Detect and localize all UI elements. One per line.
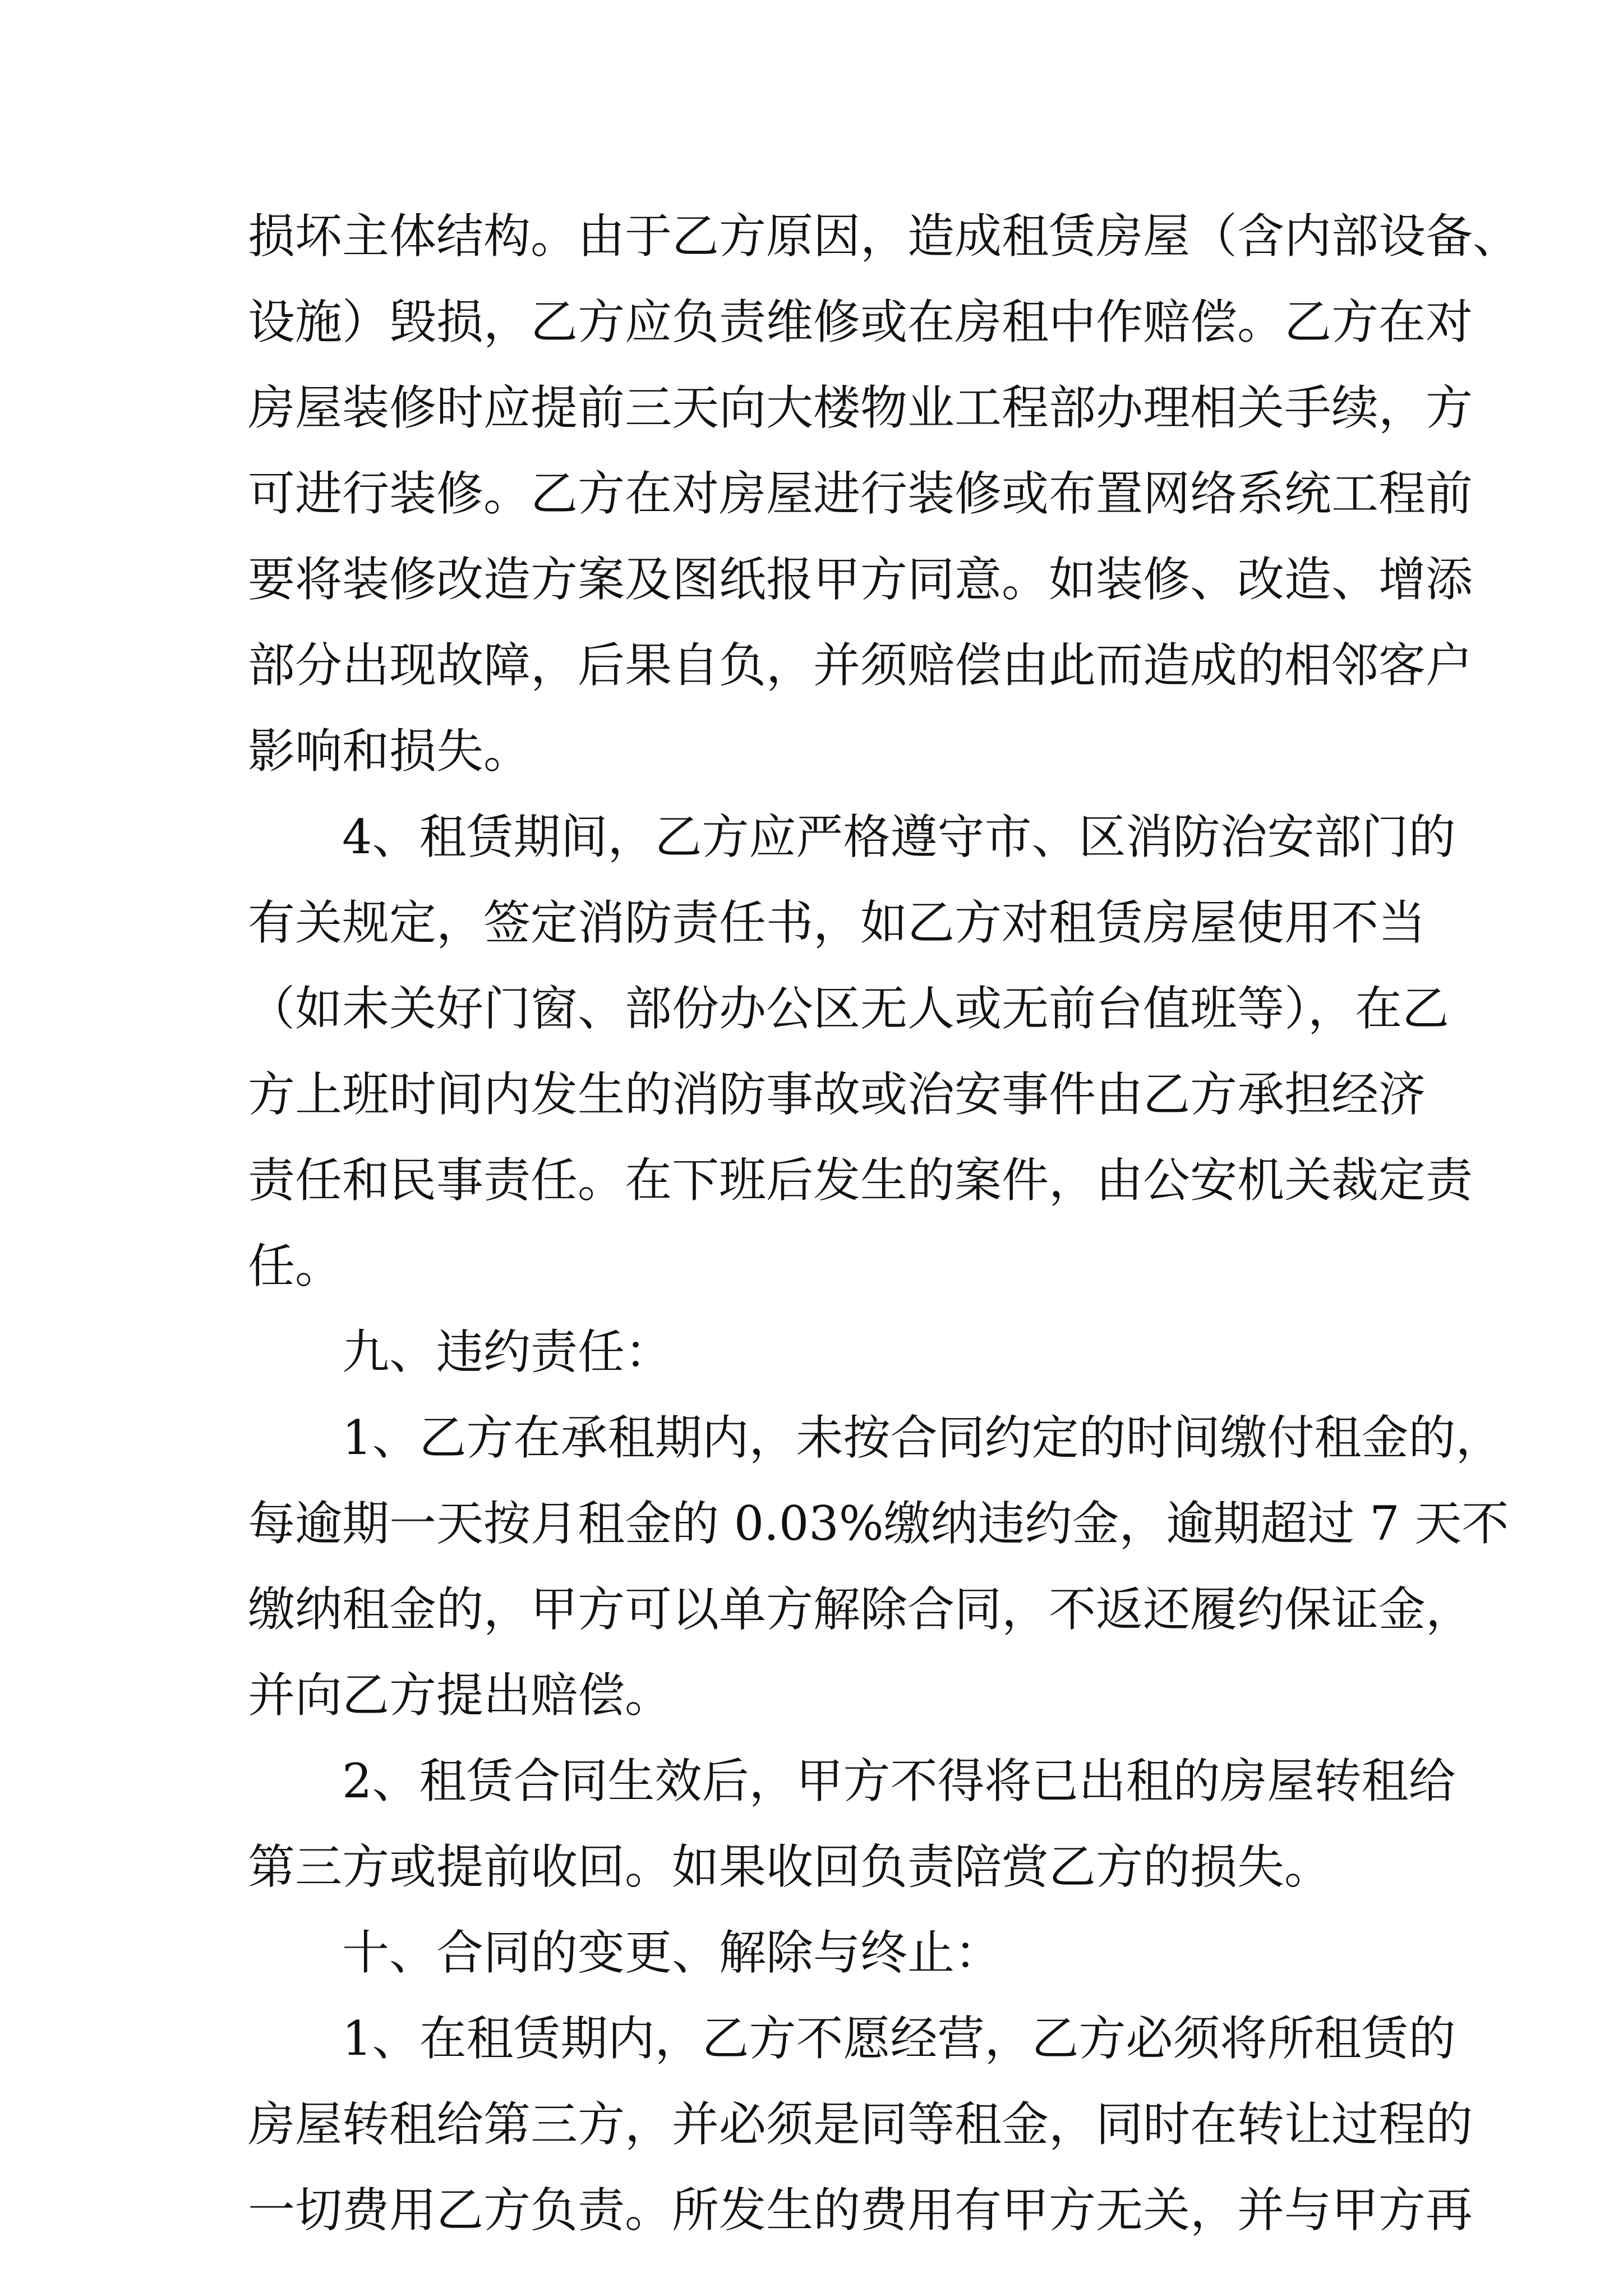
text-line: 第三方或提前收回。如果收回负责陪赏乙方的损失。 — [248, 1839, 1332, 1894]
text-line: 有关规定，签定消防责任书，如乙方对租赁房屋使用不当 — [248, 895, 1426, 950]
text-line: 设施）毁损，乙方应负责维修或在房租中作赔偿。乙方在对 — [248, 295, 1473, 349]
paragraph-section-9-clause-1 — [248, 1395, 1509, 1738]
text-line: 责任和民事责任。在下班后发生的案件，由公安机关裁定责 — [248, 1153, 1473, 1208]
text-line: 房屋转租给第三方，并必须是同等租金，同时在转让过程的 — [248, 2097, 1473, 2152]
text-line: 4、租赁期间，乙方应严格遵守市、区消防治安部门的 — [342, 809, 1456, 864]
text-line: 任。 — [248, 1239, 343, 1294]
text-line: （如未关好门窗、部份办公区无人或无前台值班等），在乙 — [248, 981, 1450, 1036]
text-line: 并向乙方提出赔偿。 — [248, 1668, 672, 1723]
text-line: 方上班时间内发生的消防事故或治安事件由乙方承担经济 — [248, 1067, 1426, 1122]
text-line: 1、乙方在承租期内，未按合同约定的时间缴付租金的， — [342, 1410, 1503, 1465]
text-line: 1、在租赁期内，乙方不愿经营，乙方必须将所租赁的 — [342, 2011, 1456, 2066]
text-line: 损坏主体结构。由于乙方原因，造成租赁房屋（含内部设备、 — [248, 209, 1520, 264]
section-heading-contract-changes — [248, 1910, 1392, 1996]
paragraph-repair-liability — [248, 194, 1520, 794]
section-heading-text: 十、合同的变更、解除与终止： — [342, 1925, 1002, 1980]
text-line: 要将装修改造方案及图纸报甲方同意。如装修、改造、增添 — [248, 552, 1473, 607]
section-heading-breach-liability — [248, 1309, 1392, 1395]
text-line: 缴纳租金的，甲方可以单方解除合同，不返还履约保证金， — [248, 1582, 1473, 1637]
section-heading-text: 九、违约责任： — [342, 1324, 672, 1379]
text-line: 可进行装修。乙方在对房屋进行装修或布置网络系统工程前 — [248, 466, 1473, 521]
text-line: 影响和损失。 — [248, 724, 531, 779]
paragraph-section-9-clause-2 — [248, 1738, 1456, 1910]
paragraph-clause-4-fire-safety — [248, 794, 1473, 1309]
text-line: 一切费用乙方负责。所发生的费用有甲方无关，并与甲方再 — [248, 2183, 1473, 2238]
text-line: 房屋装修时应提前三天向大楼物业工程部办理相关手续，方 — [248, 380, 1473, 435]
paragraph-section-10-clause-1 — [248, 1996, 1473, 2253]
document-body — [248, 194, 1520, 2253]
text-line: 部分出现故障，后果自负，并须赔偿由此而造成的相邻客户 — [248, 638, 1473, 693]
text-line: 每逾期一天按月租金的 0.03%缴纳违约金，逾期超过 7 天不 — [248, 1496, 1509, 1551]
text-line: 2、租赁合同生效后，甲方不得将已出租的房屋转租给 — [342, 1754, 1456, 1809]
